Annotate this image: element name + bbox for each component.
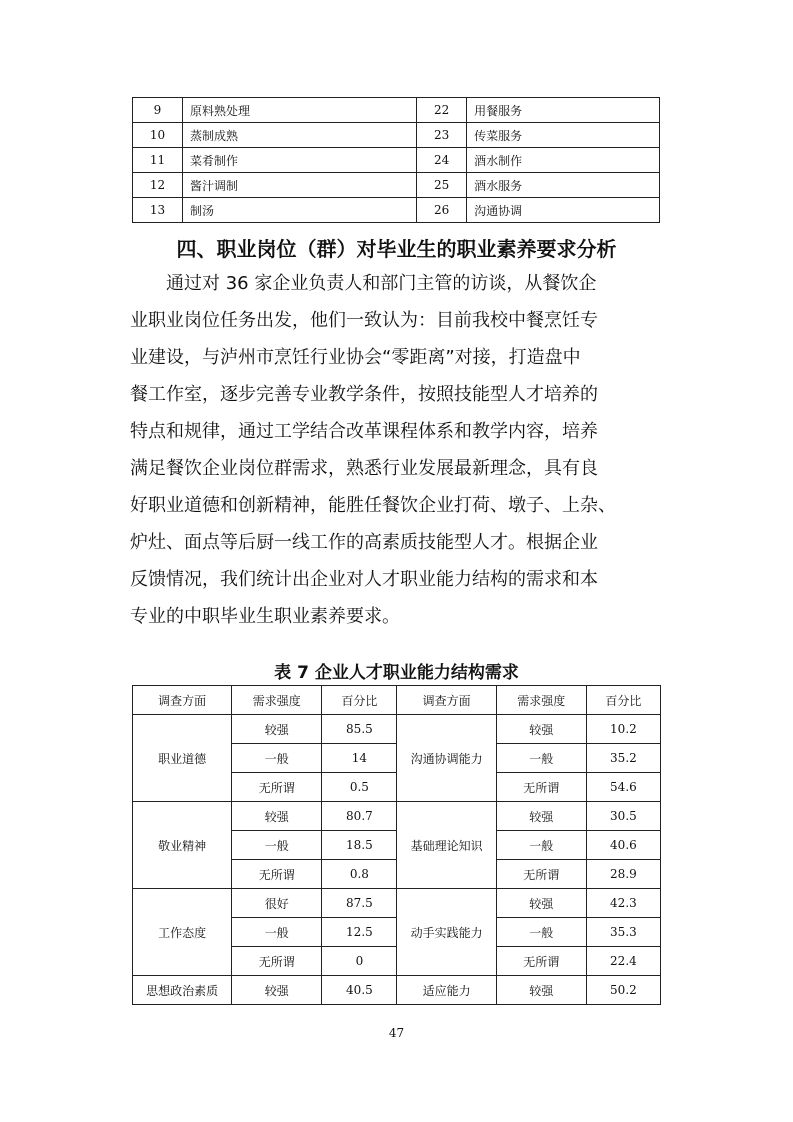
percent-cell: 18.5 [322,831,397,860]
task-name: 酒水制作 [467,148,660,173]
paragraph-line: 反馈情况，我们统计出企业对人才职业能力结构的需求和本 [130,569,598,590]
level-cell: 较强 [496,976,586,1005]
header-cell: 需求强度 [232,686,322,715]
paragraph-line: 业建设，与泸州市烹饪行业协会“零距离”对接，打造盘中 [130,347,581,368]
category-cell: 沟通协调能力 [397,715,496,802]
header-cell: 调查方面 [397,686,496,715]
category-cell: 工作态度 [133,889,232,976]
header-cell: 百分比 [322,686,397,715]
category-cell: 适应能力 [397,976,496,1005]
table-row [133,889,661,918]
task-number: 12 [133,173,183,198]
task-row [133,173,660,198]
body-paragraph [130,265,670,635]
task-number: 10 [133,123,183,148]
percent-cell: 30.5 [586,802,660,831]
category-cell: 基础理论知识 [397,802,496,889]
task-name: 用餐服务 [467,98,660,123]
percent-cell: 54.6 [586,773,660,802]
task-number: 24 [417,148,467,173]
percent-cell: 40.6 [586,831,660,860]
task-name: 酒水服务 [467,173,660,198]
percent-cell: 12.5 [322,918,397,947]
task-row [133,98,660,123]
percent-cell: 0.5 [322,773,397,802]
task-name: 原料熟处理 [183,98,417,123]
level-cell: 无所谓 [496,773,586,802]
table-row [133,715,661,744]
level-cell: 较强 [232,802,322,831]
level-cell: 较强 [496,802,586,831]
percent-cell: 0 [322,947,397,976]
task-name: 沟通协调 [467,198,660,223]
level-cell: 较强 [496,715,586,744]
level-cell: 无所谓 [232,860,322,889]
paragraph-line: 餐工作室，逐步完善专业教学条件，按照技能型人才培养的 [130,384,598,405]
percent-cell: 10.2 [586,715,660,744]
percent-cell: 80.7 [322,802,397,831]
level-cell: 较强 [232,976,322,1005]
task-table [132,97,660,223]
paragraph-line: 专业的中职毕业生职业素养要求。 [130,606,400,627]
table-caption: 表 7 企业人才职业能力结构需求 [274,663,519,683]
task-name: 蒸制成熟 [183,123,417,148]
category-cell: 敬业精神 [133,802,232,889]
task-number: 26 [417,198,467,223]
task-name: 制汤 [183,198,417,223]
percent-cell: 50.2 [586,976,660,1005]
task-number: 22 [417,98,467,123]
level-cell: 一般 [232,831,322,860]
paragraph-line: 业职业岗位任务出发，他们一致认为：目前我校中餐烹饪专 [130,310,598,331]
header-cell: 调查方面 [133,686,232,715]
percent-cell: 0.8 [322,860,397,889]
percent-cell: 85.5 [322,715,397,744]
task-name: 酱汁调制 [183,173,417,198]
level-cell: 无所谓 [496,860,586,889]
category-cell: 动手实践能力 [397,889,496,976]
task-number: 9 [133,98,183,123]
level-cell: 一般 [496,744,586,773]
level-cell: 无所谓 [232,947,322,976]
paragraph-line: 通过对 36 家企业负责人和部门主管的访谈，从餐饮企 [166,273,597,294]
task-row [133,148,660,173]
percent-cell: 14 [322,744,397,773]
page-number: 47 [388,1026,405,1040]
table-row [133,802,661,831]
task-number: 13 [133,198,183,223]
table-header-row [133,686,661,715]
category-cell: 职业道德 [133,715,232,802]
header-cell: 百分比 [586,686,660,715]
task-number: 23 [417,123,467,148]
table-row [133,976,661,1005]
level-cell: 一般 [496,831,586,860]
task-number: 11 [133,148,183,173]
percent-cell: 22.4 [586,947,660,976]
task-row [133,123,660,148]
paragraph-line: 特点和规律，通过工学结合改革课程体系和教学内容，培养 [130,421,598,442]
section-heading: 四、职业岗位（群）对毕业生的职业素养要求分析 [176,237,617,261]
task-name: 传菜服务 [467,123,660,148]
header-cell: 需求强度 [496,686,586,715]
level-cell: 无所谓 [232,773,322,802]
task-number: 25 [417,173,467,198]
percent-cell: 40.5 [322,976,397,1005]
task-name: 菜肴制作 [183,148,417,173]
level-cell: 很好 [232,889,322,918]
level-cell: 较强 [232,715,322,744]
level-cell: 较强 [496,889,586,918]
percent-cell: 87.5 [322,889,397,918]
percent-cell: 28.9 [586,860,660,889]
level-cell: 一般 [496,918,586,947]
percent-cell: 35.3 [586,918,660,947]
paragraph-line: 炉灶、面点等后厨一线工作的高素质技能型人才。根据企业 [130,532,598,553]
category-cell: 思想政治素质 [133,976,232,1005]
level-cell: 一般 [232,744,322,773]
ability-structure-table [132,685,661,1005]
level-cell: 无所谓 [496,947,586,976]
percent-cell: 42.3 [586,889,660,918]
paragraph-line: 满足餐饮企业岗位群需求，熟悉行业发展最新理念，具有良 [130,458,598,479]
paragraph-line: 好职业道德和创新精神，能胜任餐饮企业打荷、墩子、上杂、 [130,495,616,516]
percent-cell: 35.2 [586,744,660,773]
level-cell: 一般 [232,918,322,947]
task-row [133,198,660,223]
